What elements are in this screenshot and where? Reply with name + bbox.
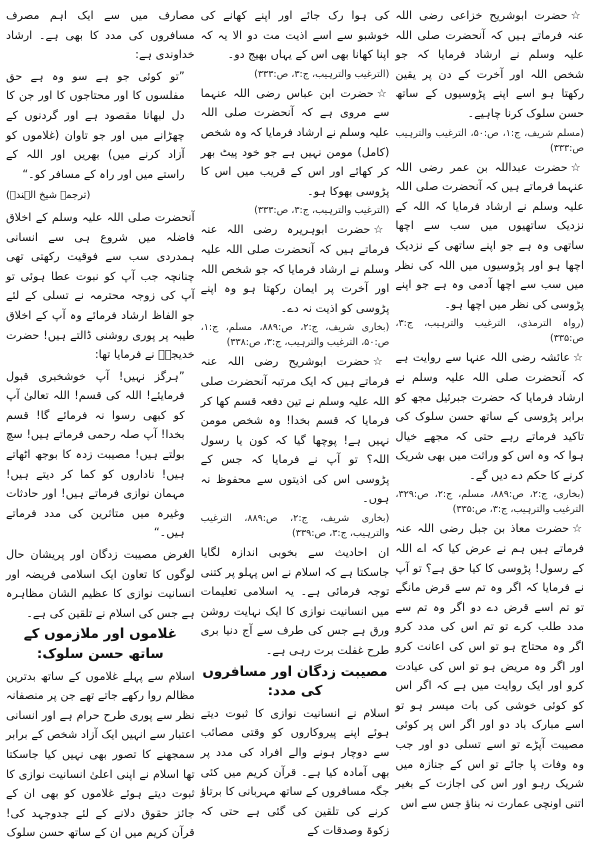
body-paragraph: ان احادیث سے بخوبی اندازہ لگایا جاسکتا ہے کہ اسلام نے اس پہلو پر کتنی توجہ فرمائی ہے۔ یہ اسلامی تعلیمات میں انسانیت نوازی کا ایک نہایت روشن ورق ہے جس کی طرف سے آج دنیا بری طرح غفلت برت رہی ہے۔ — [200, 546, 390, 658]
hadith-paragraph: ☆ حضرت ابن عباس رضی اللہ عنہما سے مروی ہے کہ آنحضرت صلی اللہ علیہ وسلم نے ارشاد فرمایا کہ وہ شخص (کامل) مومن نہیں ہے جو خود پیٹ بھر کر کھائے اور اس کے قریب میں اس کا پڑوسی بھوکا ہو۔ — [201, 84, 390, 202]
hadith-reference: (مسلم شریف، ج:۱، ص:۵۰، الترغیب والترہیب ص:۳۳۳) — [395, 127, 584, 154]
body-paragraph: اسلام سے پہلے غلاموں کے ساتھ بدترین مظالم روا رکھے جاتے تھے جن پر منصفانہ نظر سے پوری طرح حرام ہے اور انسانی اعتبار سے انہیں ایک آزاد شخص کے برابر سمجھنے کا تصور بھی نہیں کیا جاسکتا تھا اسلام نے اپنی اعلیٰ انسانیت نوازی کا ثبوت دیتے ہوئے غلاموں کو بھی ان کے جائز حقوق دلانے کے لئے جدوجہد کی! قرآن کریم میں ان کے ساتھ حسن سلوک — [5, 669, 195, 840]
body-paragraph: کی ہوا رک جائے اور اپنے کھانے کی خوشبو سے اسے اذیت مت دو الا یہ کہ اپنا کھانا بھی اس کے یہاں بھیج دو۔ — [200, 9, 390, 62]
body-paragraph: آنحضرت صلی اللہ علیہ وسلم کے اخلاق فاضلہ میں شروع ہی سے انسانی ہمدردی سب سے فوقیت رکھتی تھی چنانچہ جب آپ کو نبوت عطا ہوئی تو آپ کی زوجہ محترمہ نے تسلی کے لئے جو الفاظ ارشاد فرمائے وہ آپ کے اخلاق طیبہ پر پوری روشنی ڈالتے ہیں! حضرت خدیجہؓ نے فرمایا تھا: — [5, 210, 195, 362]
hadith-reference: (بخاری شریف، ج:۲، ص:۸۸۹، الترغیب والترہیب، ج:۳، ص:۳۳۹) — [200, 513, 390, 540]
translation-source: (ترجمہ شیخ الہندؒ) — [5, 190, 91, 202]
hadith-paragraph: ☆ عائشہ رضی اللہ عنہا سے روایت ہے کہ آنحضرت صلی اللہ علیہ وسلم نے ارشاد فرمایا کہ حضرت جبرئیل مجھ کو برابر پڑوسی کے ساتھ حسن سلوک کی تاکید فرماتے رہے حتی کہ مجھے خیال ہوا کہ وہ اس کو وراثت میں بھی شریک کرنے کا حکم دے دیں گے۔ — [395, 348, 584, 485]
column-right — [395, 6, 585, 810]
hadith-reference: (الترغیب والترہیب، ج:۳، ص:۳۳۳) — [254, 68, 390, 80]
hadith-reference: (بخاری، ج:۲، ص:۸۸۹، مسلم، ج:۲، ص:۳۲۹، الترغیب والترہیب، ج:۳، ص:۳۳۵) — [395, 489, 585, 516]
section-heading: مصیبت زدگان اور مسافروں کی مدد: — [202, 663, 388, 700]
hadith-paragraph: ☆ حضرت معاذ بن جبل رضی اللہ عنہ فرماتے ہیں ہم نے عرض کیا کہ اے اللہ کے رسول! پڑوسی کا کیا حق ہے؟ تو آپ نے فرمایا کہ اگر وہ تم سے قرض مانگے تو تم اسے قرض دے دو اگر وہ تم سے مدد طلب کرے تو تم اس کی مدد کرو اگر وہ محتاج ہو تو اس کی اعانت کرو اور اگر وہ مریض ہو تو اس کی عیادت کرو اور ایک روایت میں ہے کہ اگر اس کو کوئی خوشی کی بات میسر ہو تو اسے مبارک باد دو اور اگر اس پر کوئی مصیبت آپڑے تو اسے تسلی دو اور جب وہ وفات پا جائے تو اس کے جنازہ میں شریک رہو اور اس کی اجازت کے بغیر اتنی اونچی عمارت نہ بناؤ جس سے اس — [395, 519, 584, 813]
column-left — [5, 6, 195, 840]
hadith-reference: (الترغیب والترہیب، ج:۳، ص:۳۳۳) — [254, 205, 390, 217]
quoted-verse: ”تو کوئی جو ہے سو وہ ہے حق مفلسوں کا اور محتاجوں کا اور جن کا دل لبھانا مقصود ہے اور گردنوں کے چھڑانے میں اور جو تاوان (غلاموں کو آزاد کرنے میں) بھریں اور اللہ کے راستے میں اور راہ کے مسافر کو۔“ — [5, 69, 185, 181]
body-paragraph: الغرض مصیبت زدگان اور پریشان حال لوگوں کا تعاون ایک اسلامی فریضہ اور انسانیت نوازی کا عظیم الشان مظاہرہ ہے جس کی اسلام نے تلقین کی ہے۔ — [5, 548, 195, 620]
hadith-reference: (رواہ الترمذی، الترغیب والترہیب، ج:۳، ص:۳۳۵) — [395, 318, 584, 345]
section-heading: غلاموں اور ملازموں کے ساتھ حسن سلوک: — [23, 626, 177, 662]
hadith-paragraph: ☆ حضرت ابوشریح رضی اللہ عنہ فرماتے ہیں کہ ایک مرتبہ آنحضرت صلی اللہ علیہ وسلم نے تین دفعہ قسم کھا کر فرمایا کہ قسم بخدا! وہ شخص مومن نہیں ہے! پوچھا گیا کہ کون یا رسول اللہ؟ تو آپ نے فرمایا کہ جس کے پڑوسی اس کی اذیتوں سے محفوظ نہ ہوں۔ — [201, 352, 390, 509]
hadith-paragraph: ☆ حضرت ابوشریح خزاعی رضی اللہ عنہ فرماتے ہیں کہ آنحضرت صلی اللہ علیہ وسلم نے ارشاد فرمایا کہ جو شخص اللہ اور آخرت کے دن پر یقین رکھتا ہو اسے اپنے پڑوسیوں کے ساتھ حسن سلوک کرنا چاہیے۔ — [395, 6, 584, 124]
column-middle — [200, 6, 390, 838]
hadith-paragraph: ☆ حضرت عبداللہ بن عمر رضی اللہ عنہما فرماتے ہیں کہ آنحضرت صلی اللہ علیہ وسلم نے ارشاد فرمایا کہ اللہ کے نزدیک ساتھیوں میں سب سے اچھا ساتھی وہ ہے جو اپنے ساتھی کے نزدیک اچھا ہو اور پڑوسیوں میں اللہ کی نظر میں سب سے اچھا آدمی وہ ہے جو اپنے پڑوسی کی نظر میں اچھا ہو۔ — [395, 158, 584, 315]
quoted-verse: ”ہرگز نہیں! آپ خوشخبری قبول فرمایئے! اللہ کی قسم! اللہ تعالیٰ آپ کو کبھی رسوا نہ فرمائے گا! قسم بخدا! آپ صلہ رحمی فرماتے ہیں! سچ بولتے ہیں! مصیبت زدہ کا بوجھ اٹھاتے ہیں! ناداروں کو کما کر دیتے ہیں! مہمان نوازی فرماتے ہیں! اور حادثات وغیرہ میں متاثرین کی مدد فرماتے ہیں۔“ — [5, 369, 185, 540]
body-paragraph: اسلام نے انسانیت نوازی کا ثبوت دیتے ہوئے اپنے پیروکاروں کو وقتی مصائب سے دوچار ہونے والے افراد کی مدد پر بھی آمادہ کیا ہے۔ قرآن کریم میں کئی جگہ مسافروں کے ساتھ مہربانی کا برتاؤ کرنے کی تلقین کی گئی ہے حتی کہ زکوۃ وصدقات کے — [200, 706, 390, 838]
body-paragraph: مصارف میں سے ایک اہم مصرف مسافروں کی مدد کا بھی ہے۔ ارشاد خداوندی ہے: — [5, 9, 195, 62]
hadith-paragraph: ☆ حضرت ابوہریرہ رضی اللہ عنہ فرماتے ہیں کہ آنحضرت صلی اللہ علیہ وسلم نے ارشاد فرمایا کہ جو شخص اللہ اور آخرت پر ایمان رکھتا ہو وہ اپنے پڑوسی کو اذیت نہ دے۔ — [201, 220, 390, 318]
hadith-reference: (بخاری شریف، ج:۲، ص:۸۸۹، مسلم، ج:۱، ص:۵۰، الترغیب والترہیب، ج:۳، ص:۳۳۸) — [200, 322, 390, 349]
